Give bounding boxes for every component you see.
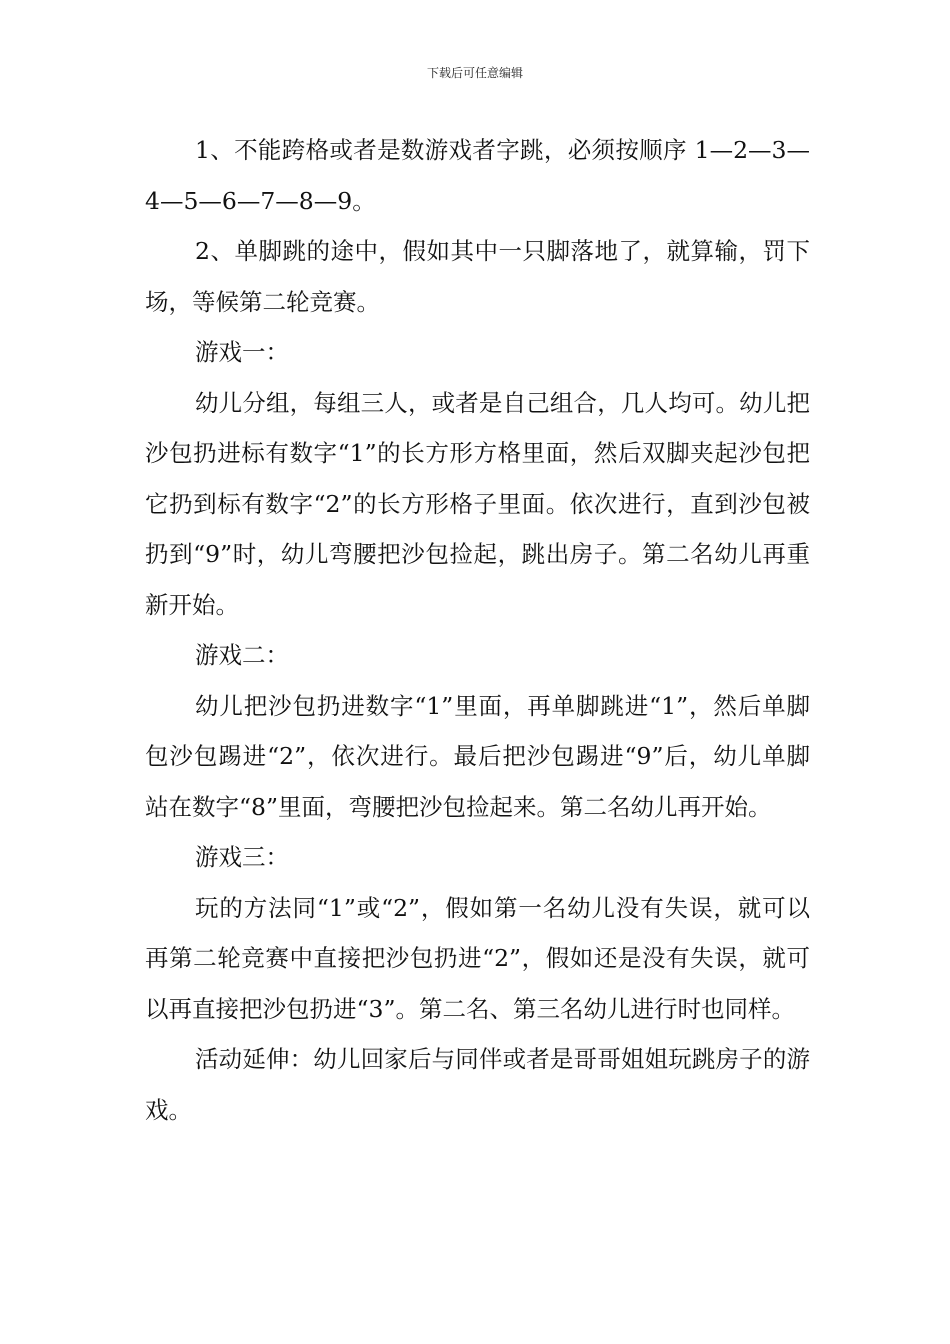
game-1-heading: 游戏一：: [195, 338, 289, 366]
game-3-heading: 游戏三：: [195, 843, 289, 871]
rule-2-paragraph: 2、单脚跳的途中，假如其中一只脚落地了，就算输，罚下场，等候第二轮竞赛。: [145, 237, 810, 316]
game-3-paragraph: 玩的方法同“1”或“2”，假如第一名幼儿没有失误，就可以再第二轮竞赛中直接把沙包扔进“2”，假如还是没有失误，就可以再直接把沙包扔进“3”。第二名、第三名幼儿进行时也同样。: [145, 893, 810, 1023]
document-body: [145, 125, 810, 1135]
game-2-heading: 游戏二：: [195, 641, 289, 669]
page-header: 下载后可任意编辑: [426, 66, 523, 80]
game-1-paragraph: 幼儿分组，每组三人，或者是自己组合，几人均可。幼儿把沙包扔进标有数字“1”的长方形方格里面，然后双脚夹起沙包把它扔到标有数字“2”的长方形格子里面。依次进行，直到沙包被扔到“9”时，幼儿弯腰把沙包捡起，跳出房子。第二名幼儿再重新开始。: [145, 388, 810, 619]
game-2-paragraph: 幼儿把沙包扔进数字“1”里面，再单脚跳进“1”，然后单脚包沙包踢进“2”，依次进行。最后把沙包踢进“9”后，幼儿单脚站在数字“8”里面，弯腰把沙包捡起来。第二名幼儿再开始。: [145, 691, 810, 821]
activity-extension-paragraph: 活动延伸：幼儿回家后与同伴或者是哥哥姐姐玩跳房子的游戏。: [145, 1045, 810, 1124]
rule-1-paragraph: 1、不能跨格或者是数游戏者字跳，必须按顺序 1—2—3—4—5—6—7—8—9。: [145, 136, 810, 215]
